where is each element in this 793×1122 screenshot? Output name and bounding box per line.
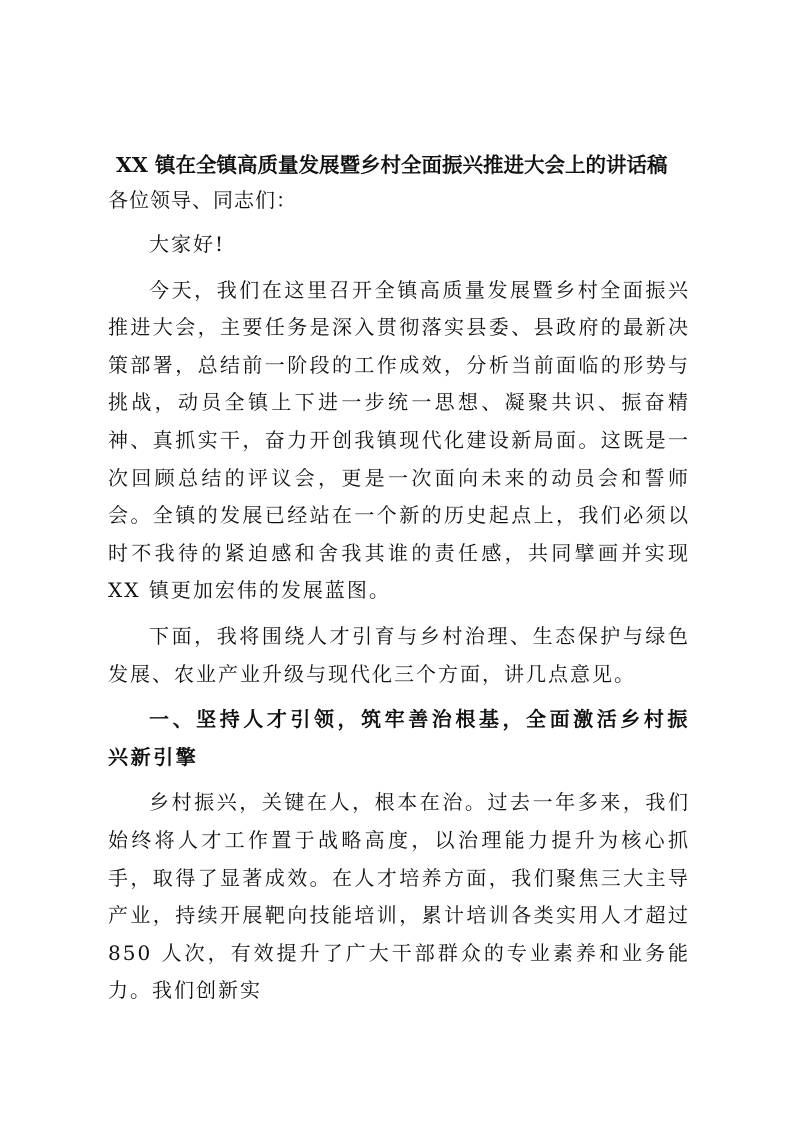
section-heading: 一、坚持人才引领，筑牢善治根基，全面激活乡村振兴新引擎	[108, 707, 690, 769]
greeting: 大家好!	[149, 232, 226, 256]
paragraph-opening: 今天，我们在这里召开全镇高质量发展暨乡村全面振兴推进大会，主要任务是深入贯彻落实县委、县政府的最新决策部署，总结前一阶段的工作成效，分析当前面临的形势与挑战，动员全镇上下进一步统一思想、凝聚共识、振奋精神、真抓实干，奋力开创我镇现代化建设新局面。这既是一次回顾总结的评议会，更是一次面向未来的动员会和誓师会。全镇的发展已经站在一个新的历史起点上，我们必须以时不我待的紧迫感和舍我其谁的责任感，共同擘画并实现 XX 镇更加宏伟的发展蓝图。	[108, 277, 690, 603]
paragraph-outline: 下面，我将围绕人才引育与乡村治理、生态保护与绿色发展、农业产业升级与现代化三个方面，讲几点意见。	[108, 623, 690, 686]
salutation: 各位领导、同志们：	[108, 188, 297, 212]
document-page	[108, 148, 690, 1010]
section-body: 乡村振兴，关键在人，根本在治。过去一年多来，我们始终将人才工作置于战略高度，以治理能力提升为核心抓手，取得了显著成效。在人才培养方面，我们聚焦三大主导产业，持续开展靶向技能培训，累计培训各类实用人才超过 850 人次，有效提升了广大干部群众的专业素养和业务能力。我们创新实	[108, 790, 690, 1003]
document-title: XX 镇在全镇高质量发展暨乡村全面振兴推进大会上的讲话稿	[116, 153, 668, 177]
